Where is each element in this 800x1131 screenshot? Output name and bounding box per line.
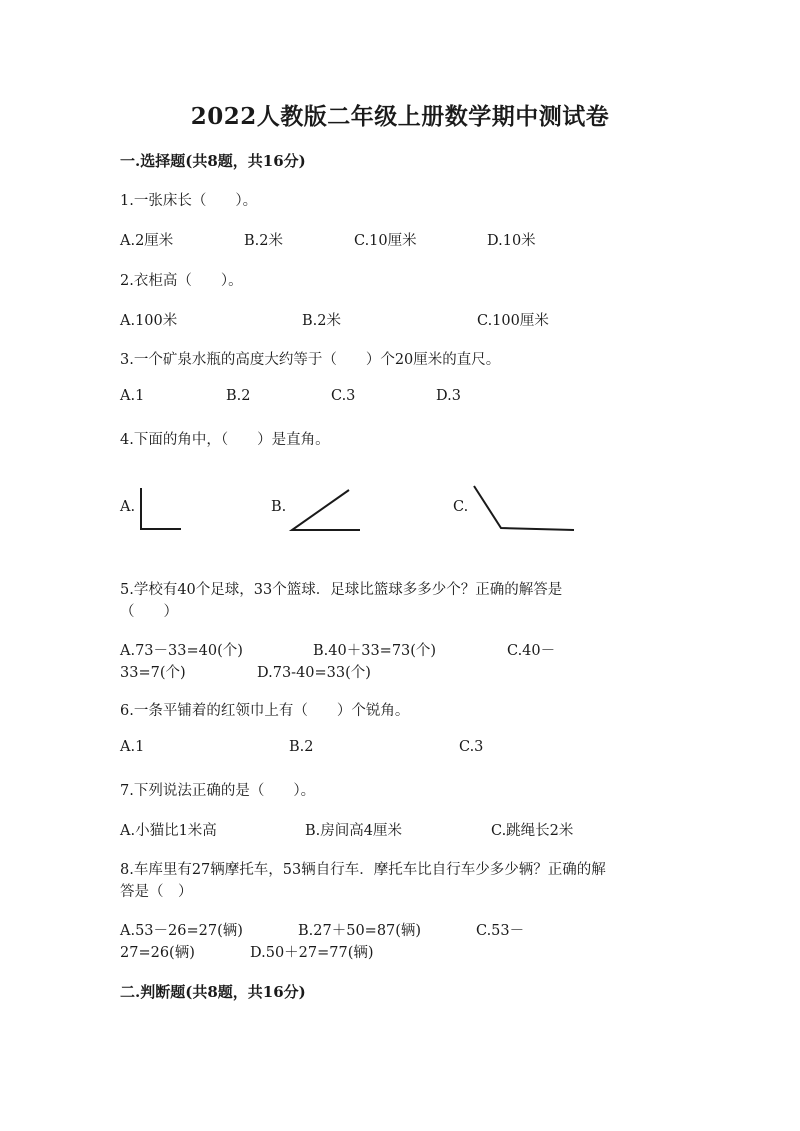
question-1-option-b: B.2米 xyxy=(244,233,283,249)
obtuse-angle-figure xyxy=(468,480,578,536)
section-heading-choice: 一.选择题(共8题，共16分) xyxy=(120,152,306,170)
question-3-option-b: B.2 xyxy=(226,388,251,404)
section-heading-judgment: 二.判断题(共8题，共16分) xyxy=(120,983,306,1001)
question-1-option-c: C.10厘米 xyxy=(354,233,417,249)
question-8-option-d: D.50＋27=77(辆) xyxy=(250,945,374,961)
question-4-option-b: B. xyxy=(271,499,287,515)
question-7-stem: 7.下列说法正确的是（ ）。 xyxy=(120,783,316,799)
question-1-option-d: D.10米 xyxy=(487,233,536,249)
question-3-option-d: D.3 xyxy=(436,388,461,404)
question-8-option-c: C.53－ xyxy=(476,923,525,939)
question-2-option-a: A.100米 xyxy=(120,313,178,329)
question-8-option-a: A.53－26=27(辆) xyxy=(120,923,243,939)
acute-angle-figure xyxy=(286,484,364,536)
question-5-option-a: A.73－33=40(个) xyxy=(120,643,243,659)
question-3-stem: 3.一个矿泉水瓶的高度大约等于（ ）个20厘米的直尺。 xyxy=(120,352,501,368)
question-2-option-b: B.2米 xyxy=(302,313,341,329)
question-1-option-a: A.2厘米 xyxy=(120,233,174,249)
question-5-option-c-continued: 33=7(个) xyxy=(120,665,186,681)
question-8-option-c-continued: 27=26(辆) xyxy=(120,945,195,961)
question-7-option-b: B.房间高4厘米 xyxy=(305,823,402,839)
question-4-option-a: A. xyxy=(120,499,136,515)
question-6-option-c: C.3 xyxy=(459,739,484,755)
question-7-option-c: C.跳绳长2米 xyxy=(491,823,574,839)
question-5-option-c: C.40－ xyxy=(507,643,556,659)
right-angle-figure xyxy=(136,484,186,534)
question-5-option-d: D.73-40=33(个) xyxy=(257,665,371,681)
question-6-option-b: B.2 xyxy=(289,739,314,755)
question-2-option-c: C.100厘米 xyxy=(477,313,549,329)
question-5-stem: 5.学校有40个足球，33个篮球．足球比篮球多多少个？正确的解答是 xyxy=(120,582,563,598)
question-4-stem: 4.下面的角中，（ ）是直角。 xyxy=(120,432,330,448)
question-8-stem-continued: 答是（ ） xyxy=(120,884,193,900)
question-8-option-b: B.27＋50=87(辆) xyxy=(298,923,422,939)
question-8-stem: 8.车库里有27辆摩托车，53辆自行车．摩托车比自行车少多少辆？正确的解 xyxy=(120,862,606,878)
question-3-option-c: C.3 xyxy=(331,388,356,404)
question-4-option-c: C. xyxy=(453,499,469,515)
question-3-option-a: A.1 xyxy=(120,388,145,404)
question-5-stem-continued: （ ） xyxy=(120,604,178,620)
question-2-stem: 2.衣柜高（ ）。 xyxy=(120,273,243,289)
question-1-stem: 1.一张床长（ ）。 xyxy=(120,193,258,209)
page-title: 2022人教版二年级上册数学期中测试卷 xyxy=(190,103,610,130)
question-6-option-a: A.1 xyxy=(120,739,145,755)
question-5-option-b: B.40＋33=73(个) xyxy=(313,643,437,659)
question-7-option-a: A.小猫比1米高 xyxy=(120,823,217,839)
question-6-stem: 6.一条平铺着的红领巾上有（ ）个锐角。 xyxy=(120,703,410,719)
